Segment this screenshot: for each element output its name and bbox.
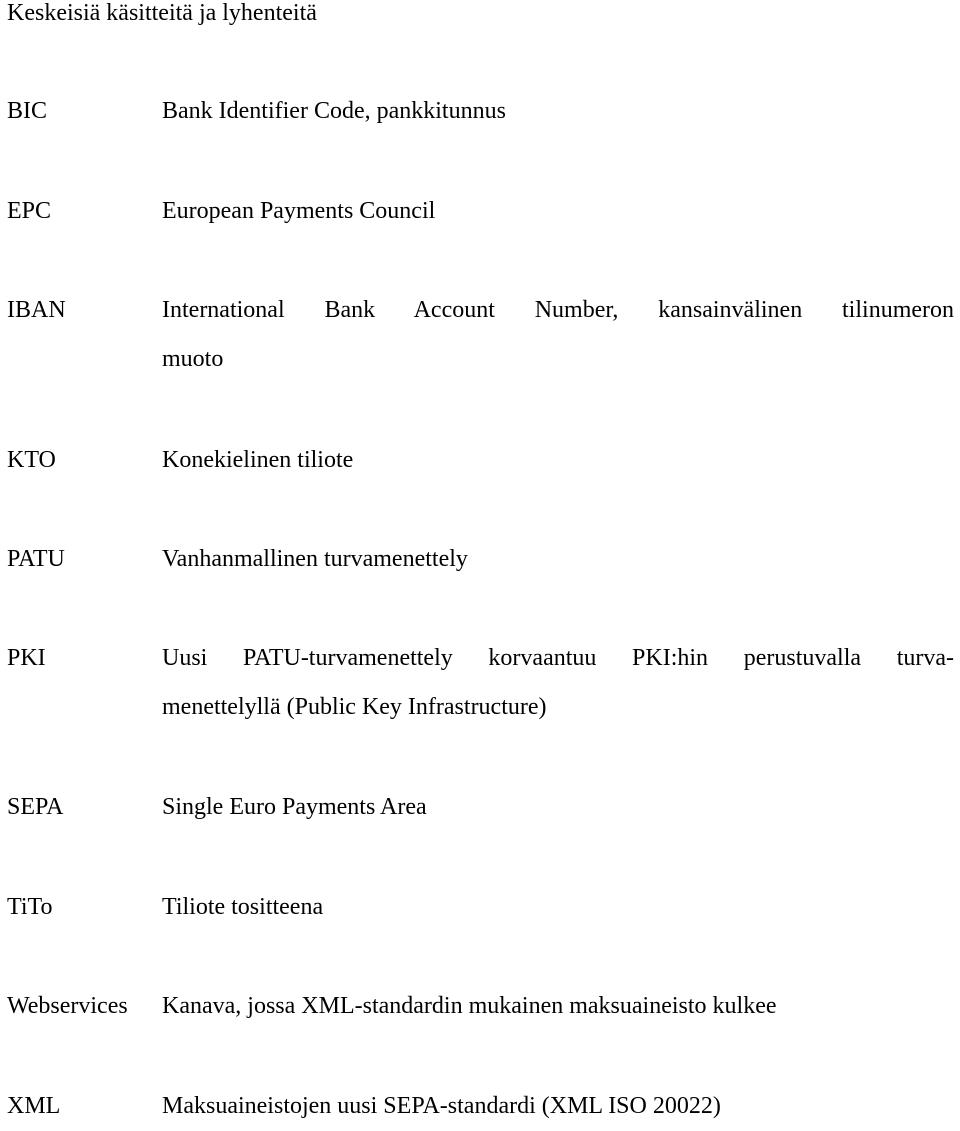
glossary-definition bbox=[162, 187, 954, 236]
definition-line: Uusi PATU-turvamenettely korvaantuu PKI:hin perustuvalla turva- bbox=[162, 645, 954, 671]
definition-line: European Payments Council bbox=[162, 198, 436, 224]
glossary-definition bbox=[162, 883, 954, 932]
glossary-definition bbox=[162, 87, 954, 136]
glossary-definition bbox=[162, 535, 954, 584]
glossary-term: BIC bbox=[7, 98, 48, 124]
glossary-term: Webservices bbox=[7, 993, 128, 1019]
page-title: Keskeisiä käsitteitä ja lyhenteitä bbox=[7, 0, 317, 26]
definition-line: muoto bbox=[162, 346, 224, 372]
definition-line: Single Euro Payments Area bbox=[162, 794, 427, 820]
definition-line: Bank Identifier Code, pankkitunnus bbox=[162, 98, 506, 124]
glossary-term: EPC bbox=[7, 198, 52, 224]
glossary-term: IBAN bbox=[7, 297, 66, 323]
definition-line: Maksuaineistojen uusi SEPA-standardi (XML ISO 20022) bbox=[162, 1093, 721, 1119]
glossary-term: KTO bbox=[7, 447, 56, 473]
glossary-definition bbox=[162, 634, 954, 732]
glossary-term: SEPA bbox=[7, 794, 64, 820]
definition-line: Kanava, jossa XML-standardin mukainen maksuaineisto kulkee bbox=[162, 993, 777, 1019]
glossary-term: XML bbox=[7, 1093, 61, 1119]
glossary-term: PATU bbox=[7, 546, 65, 572]
glossary-term: TiTo bbox=[7, 894, 53, 920]
definition-line: Vanhanmallinen turvamenettely bbox=[162, 546, 468, 572]
definition-line: International Bank Account Number, kansainvälinen tilinumeron bbox=[162, 297, 954, 323]
definition-line: menettelyllä (Public Key Infrastructure) bbox=[162, 694, 547, 720]
glossary-definition bbox=[162, 982, 954, 1031]
definition-line: Tiliote tositteena bbox=[162, 894, 324, 920]
glossary-definition bbox=[162, 1082, 954, 1131]
glossary-definition bbox=[162, 286, 954, 384]
definition-line: Konekielinen tiliote bbox=[162, 447, 354, 473]
glossary-definition bbox=[162, 436, 954, 485]
glossary-definition bbox=[162, 783, 954, 832]
glossary-term: PKI bbox=[7, 645, 46, 671]
